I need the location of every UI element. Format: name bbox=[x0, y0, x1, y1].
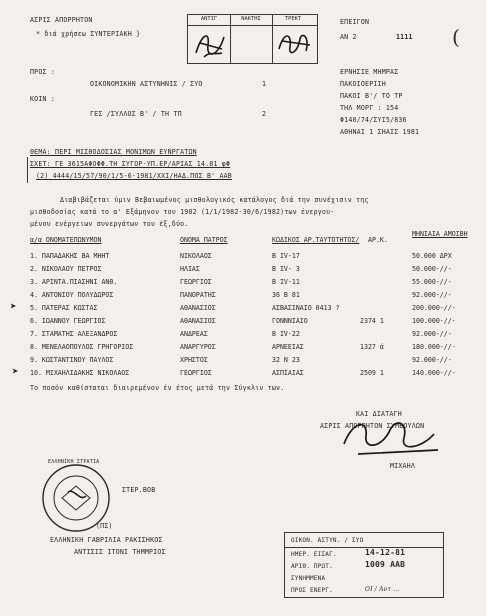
handwritten-signature-2 bbox=[276, 27, 314, 61]
row-father: ΑΘΑΝΑΣΙΟΣ bbox=[180, 304, 216, 312]
reg-line5: ΠΡΟΣ ΕΝΕΡΓ. bbox=[291, 587, 333, 594]
margin-arrow-icon: ➤ bbox=[12, 365, 19, 378]
handwritten-signature-main bbox=[338, 404, 448, 464]
row-code: Β IV-22 bbox=[272, 330, 300, 338]
info-label: ΚΟΙΝ : bbox=[30, 95, 56, 103]
sender-line2: * διά χρήσεω ΣΥΝΤΕΡΙΑΚΗ } bbox=[36, 30, 141, 38]
urgency-label: ΕΠΕΙΓΟΝ bbox=[340, 18, 370, 26]
info-value: ΓΕΣ /ΣΥΛΛΟΣ Β' / ΤΗ ΤΠ bbox=[90, 110, 182, 118]
row-father: ΑΘΑΝΑΣΙΟΣ bbox=[180, 317, 216, 325]
row-code: ΑΣΒΑΣΙΝΑΙΟ 0413 ? bbox=[272, 304, 340, 312]
table-row bbox=[30, 356, 475, 367]
row-name: 4. ΑΝΤΟΝΙΟΥ ΠΟΛΥΔΩΡΟΣ bbox=[30, 291, 114, 299]
sender-line1: ΑΣΡΙΣ ΑΠΟΡΡΗΤΟΝ bbox=[30, 16, 93, 24]
row-name: 9. ΚΩΣΤΑΝΤΙΝΟΥ ΠΑΥΛΟΣ bbox=[30, 356, 114, 364]
row-amount: 92.000-//- bbox=[412, 291, 452, 299]
reg-number: 1009 ΑΑΒ bbox=[365, 560, 406, 569]
row-amount: 100.000-//- bbox=[412, 317, 456, 325]
copy-label: ΑΝ 2 bbox=[340, 33, 357, 41]
reg-line3: ΑΡΙΘ. ΠΡΩΤ. bbox=[291, 563, 333, 570]
row-name: 10. ΜΙΧΑΗΛΙΔΑΚΗΣ ΝΙΚΟΛΑΟΣ bbox=[30, 369, 130, 377]
row-amount: 50.000 ΔΡΧ bbox=[412, 252, 452, 260]
reg-line4: ΣΥΝΗΜΜΕΝΑ bbox=[291, 575, 326, 582]
stamp-col-1: ΑΝΤΙΓ bbox=[200, 16, 218, 22]
signer-line1: ΕΛΛΗΝΙΚΗ ΓΑΒΡΙΛΙΑ ΡΑΚΙΣΗΚΟΣ bbox=[50, 536, 163, 544]
row-amount: 140.000-//- bbox=[412, 369, 456, 377]
recipient-label: ΠΡΟΣ : bbox=[30, 68, 56, 76]
row-name: 1. ΠΑΠΑΔΑΚΗΣ ΒΑ ΜΗΗΤ bbox=[30, 252, 110, 260]
table-row bbox=[30, 278, 475, 289]
subject-line2: ΣΧΕΤ: ΓΕ 3615ΑΦΟΦΦ.ΤΗ ΣΥΓΟΡ-ΥΠ.ΕΡ/ΑΡΙΑΣ 14.81 φΦ bbox=[30, 160, 231, 168]
subject-line1: ΘΕΜΑ: ΠΕΡΙ ΜΙΣΘΟΔΟΣΙΑΣ ΜΟΝΙΜΩΝ ΕΥΝΡΓΑΤΩΝ bbox=[30, 148, 197, 156]
stamp-col-2: ΝΑΚΤΗΣ bbox=[241, 16, 261, 22]
table-header-amount: ΜΗΝΙΑΙΑ ΑΜΟΙΒΗ bbox=[412, 230, 468, 238]
row-name: 2. ΝΙΚΟΛΑΟΥ ΠΕΤΡΟΣ bbox=[30, 265, 102, 273]
row-amount: 200.000-//- bbox=[412, 304, 456, 312]
handwritten-signature-1 bbox=[192, 27, 228, 61]
row-father: ΓΕΩΡΓΙΟΣ bbox=[180, 369, 212, 377]
row-father: ΑΝΑΡΓΥΡΟΣ bbox=[180, 343, 216, 351]
row-amount: 92.000-//- bbox=[412, 330, 452, 338]
body-line3: μένου ενέργειων συνεργάτων του έξ,δύο. bbox=[30, 220, 189, 228]
table-header-code: ΚΩΔΙΚΟΣ ΑΡ.ΤΑΥΤΟΤΗΤΟΣ/ bbox=[272, 236, 360, 244]
table-header-num: ΑΡ.Κ. bbox=[368, 236, 388, 244]
row-name: 5. ΠΑΤΕΡΑΣ ΚΩΣΤΑΣ bbox=[30, 304, 98, 312]
copy-number: 1111 bbox=[396, 33, 413, 41]
stamp-col-3: ΤΡΕΚΤ bbox=[284, 16, 302, 22]
seal-text: ΕΛΛΗΝΙΚΗ ΣΤΡΑΤΙΑ bbox=[48, 459, 100, 465]
row-num: 1327 ά bbox=[360, 343, 384, 351]
right-block-line4: ΤΗΛ ΜΟΡΓ : 154 bbox=[340, 104, 399, 112]
body-line2: μισθοδοσίας κατά το α' Εξάμηνον του 1982 (1/1/1982-30/6/1982)των ένεργου- bbox=[30, 208, 335, 216]
row-name: 8. ΜΕΝΕΛΑΟΠΟΥΛΟΣ ΓΡΗΓΟΡΙΟΣ bbox=[30, 343, 134, 351]
row-amount: 180.000-//- bbox=[412, 343, 456, 351]
row-name: 3. ΑΡΙΝΤΑ.ΠΙΑΣΗΝΙ ΑΝΘ. bbox=[30, 278, 118, 286]
reg-assign: ΟΙ / Αντ ... bbox=[365, 586, 400, 593]
row-father: ΠΑΝΟΡΑΤΗΣ bbox=[180, 291, 216, 299]
table-row bbox=[30, 343, 475, 354]
registration-stamp bbox=[284, 532, 444, 598]
row-name: 6. ΙΩΑΝΝΟΥ ΓΕΩΡΓΙΟΣ bbox=[30, 317, 106, 325]
row-father: ΧΡΗΣΤΟΣ bbox=[180, 356, 208, 364]
table-row bbox=[30, 330, 475, 341]
info-number: 2 bbox=[262, 110, 267, 118]
row-num: 2509 1 bbox=[360, 369, 384, 377]
row-father: ΓΕΩΡΓΙΟΣ bbox=[180, 278, 212, 286]
table-header bbox=[30, 230, 475, 247]
row-amount: 50.000-//- bbox=[412, 265, 452, 273]
row-code: Β IV- 3 bbox=[272, 265, 300, 273]
row-code: 32 Ν 23 bbox=[272, 356, 300, 364]
row-amount: 92.000-//- bbox=[412, 356, 452, 364]
table-row bbox=[30, 369, 475, 380]
row-code: ΓΟΝΝΝΙΑΙΟ bbox=[272, 317, 308, 325]
body-line1: Διαβιβάζεται ύμιν Βεβαιωμένος μισθολογικός κατάλογος διά την συνέχισιν της bbox=[60, 196, 369, 204]
signer-initials: (ΠΣ) bbox=[96, 522, 113, 530]
seal-side-label: ΣΤΕΡ.ΒΟΒ bbox=[122, 486, 156, 494]
row-amount: 55.000-//- bbox=[412, 278, 452, 286]
row-code: ΑΣΠΙΑΙΑΣ bbox=[272, 369, 304, 377]
table-row bbox=[30, 317, 475, 328]
row-father: ΗΛΙΑΣ bbox=[180, 265, 200, 273]
right-block-line1: ΕΡΝΗΣΙΕ ΜΗΜΡΑΣ bbox=[340, 68, 399, 76]
signer-line2: ΑΝΤΙΣΙΣ ΙΤΟΝΙ ΤΗΜΜΡΙΟΣ bbox=[74, 548, 166, 556]
right-block-line5: Φ140/74/ΣΥΙ5/836 bbox=[340, 116, 407, 124]
row-father: ΝΙΚΟΛΑΟΣ bbox=[180, 252, 212, 260]
subject-line3: (2) 4444/15/57/90/1/5-6-1981/ΧΧΙ/ΗΑΔ.ΠΟΣ Β' ΑΑΒ bbox=[36, 172, 232, 180]
table-footnote: Το ποσόν καθίσταται διαιρεμένον έν έτος μετά την Σύγκλιν των. bbox=[30, 384, 285, 392]
row-code: 36 Β 81 bbox=[272, 291, 300, 299]
right-block-line3: ΠΑΚΟΙ Β'/ ΤΟ ΤΡ bbox=[340, 92, 403, 100]
right-block-line2: ΠΑΚΟΙΟΕΡΙΙΗ bbox=[340, 80, 386, 88]
reg-line1: ΟΙΚΟΝ. ΑΣΤΥΝ. / ΣΥΟ bbox=[291, 537, 364, 544]
recipient-value: ΟΙΚΟΝΟΜΙΚΗΝ ΑΣΤΥΝΗΝΙΣ / ΣΥΟ bbox=[90, 80, 203, 88]
signature-title: ΑΣΡΙΣ ΑΠΟΡΡΗΤΟΝ ΣΥΜΒΟΥΛΩΝ bbox=[320, 422, 425, 430]
signature-name: ΜΙΧΑΗΛ bbox=[390, 462, 416, 470]
recipient-number: 1 bbox=[262, 80, 267, 88]
table-header-father: ΟΝΟΜΑ ΠΑΤΡΟΣ bbox=[180, 236, 228, 244]
right-block-line6: ΑΘΗΝΑΙ 1 ΣΗΑΙΣ 1981 bbox=[340, 128, 420, 136]
signature-rank: ΚΑΙ ΔΙΑΤΑΓΗ bbox=[356, 410, 402, 418]
table-row bbox=[30, 252, 475, 263]
row-code: ΑΡΝΕΕΙΑΣ bbox=[272, 343, 304, 351]
circle-mark: ( bbox=[452, 25, 461, 49]
reg-line2: ΗΜΕΡ. ΕΙΣΑΓ. bbox=[291, 551, 337, 558]
reg-date: 14-12-81 bbox=[365, 548, 406, 557]
row-code: Β IV-17 bbox=[272, 252, 300, 260]
table-header-name: α/α ΟΝΟΜΑΤΕΠΩΝΥΜΟΝ bbox=[30, 236, 102, 244]
row-name: 7. ΣΤΑΜΑΤΗΣ ΑΛΕΞΑΝΔΡΟΣ bbox=[30, 330, 118, 338]
row-num: 2374 1 bbox=[360, 317, 384, 325]
table-row bbox=[30, 304, 475, 315]
table-row bbox=[30, 265, 475, 276]
signature-stamp-box bbox=[187, 14, 318, 64]
margin-arrow-icon: ➤ bbox=[10, 300, 17, 313]
row-code: Β IV-11 bbox=[272, 278, 300, 286]
row-father: ΑΝΔΡΕΑΣ bbox=[180, 330, 208, 338]
table-row bbox=[30, 291, 475, 302]
